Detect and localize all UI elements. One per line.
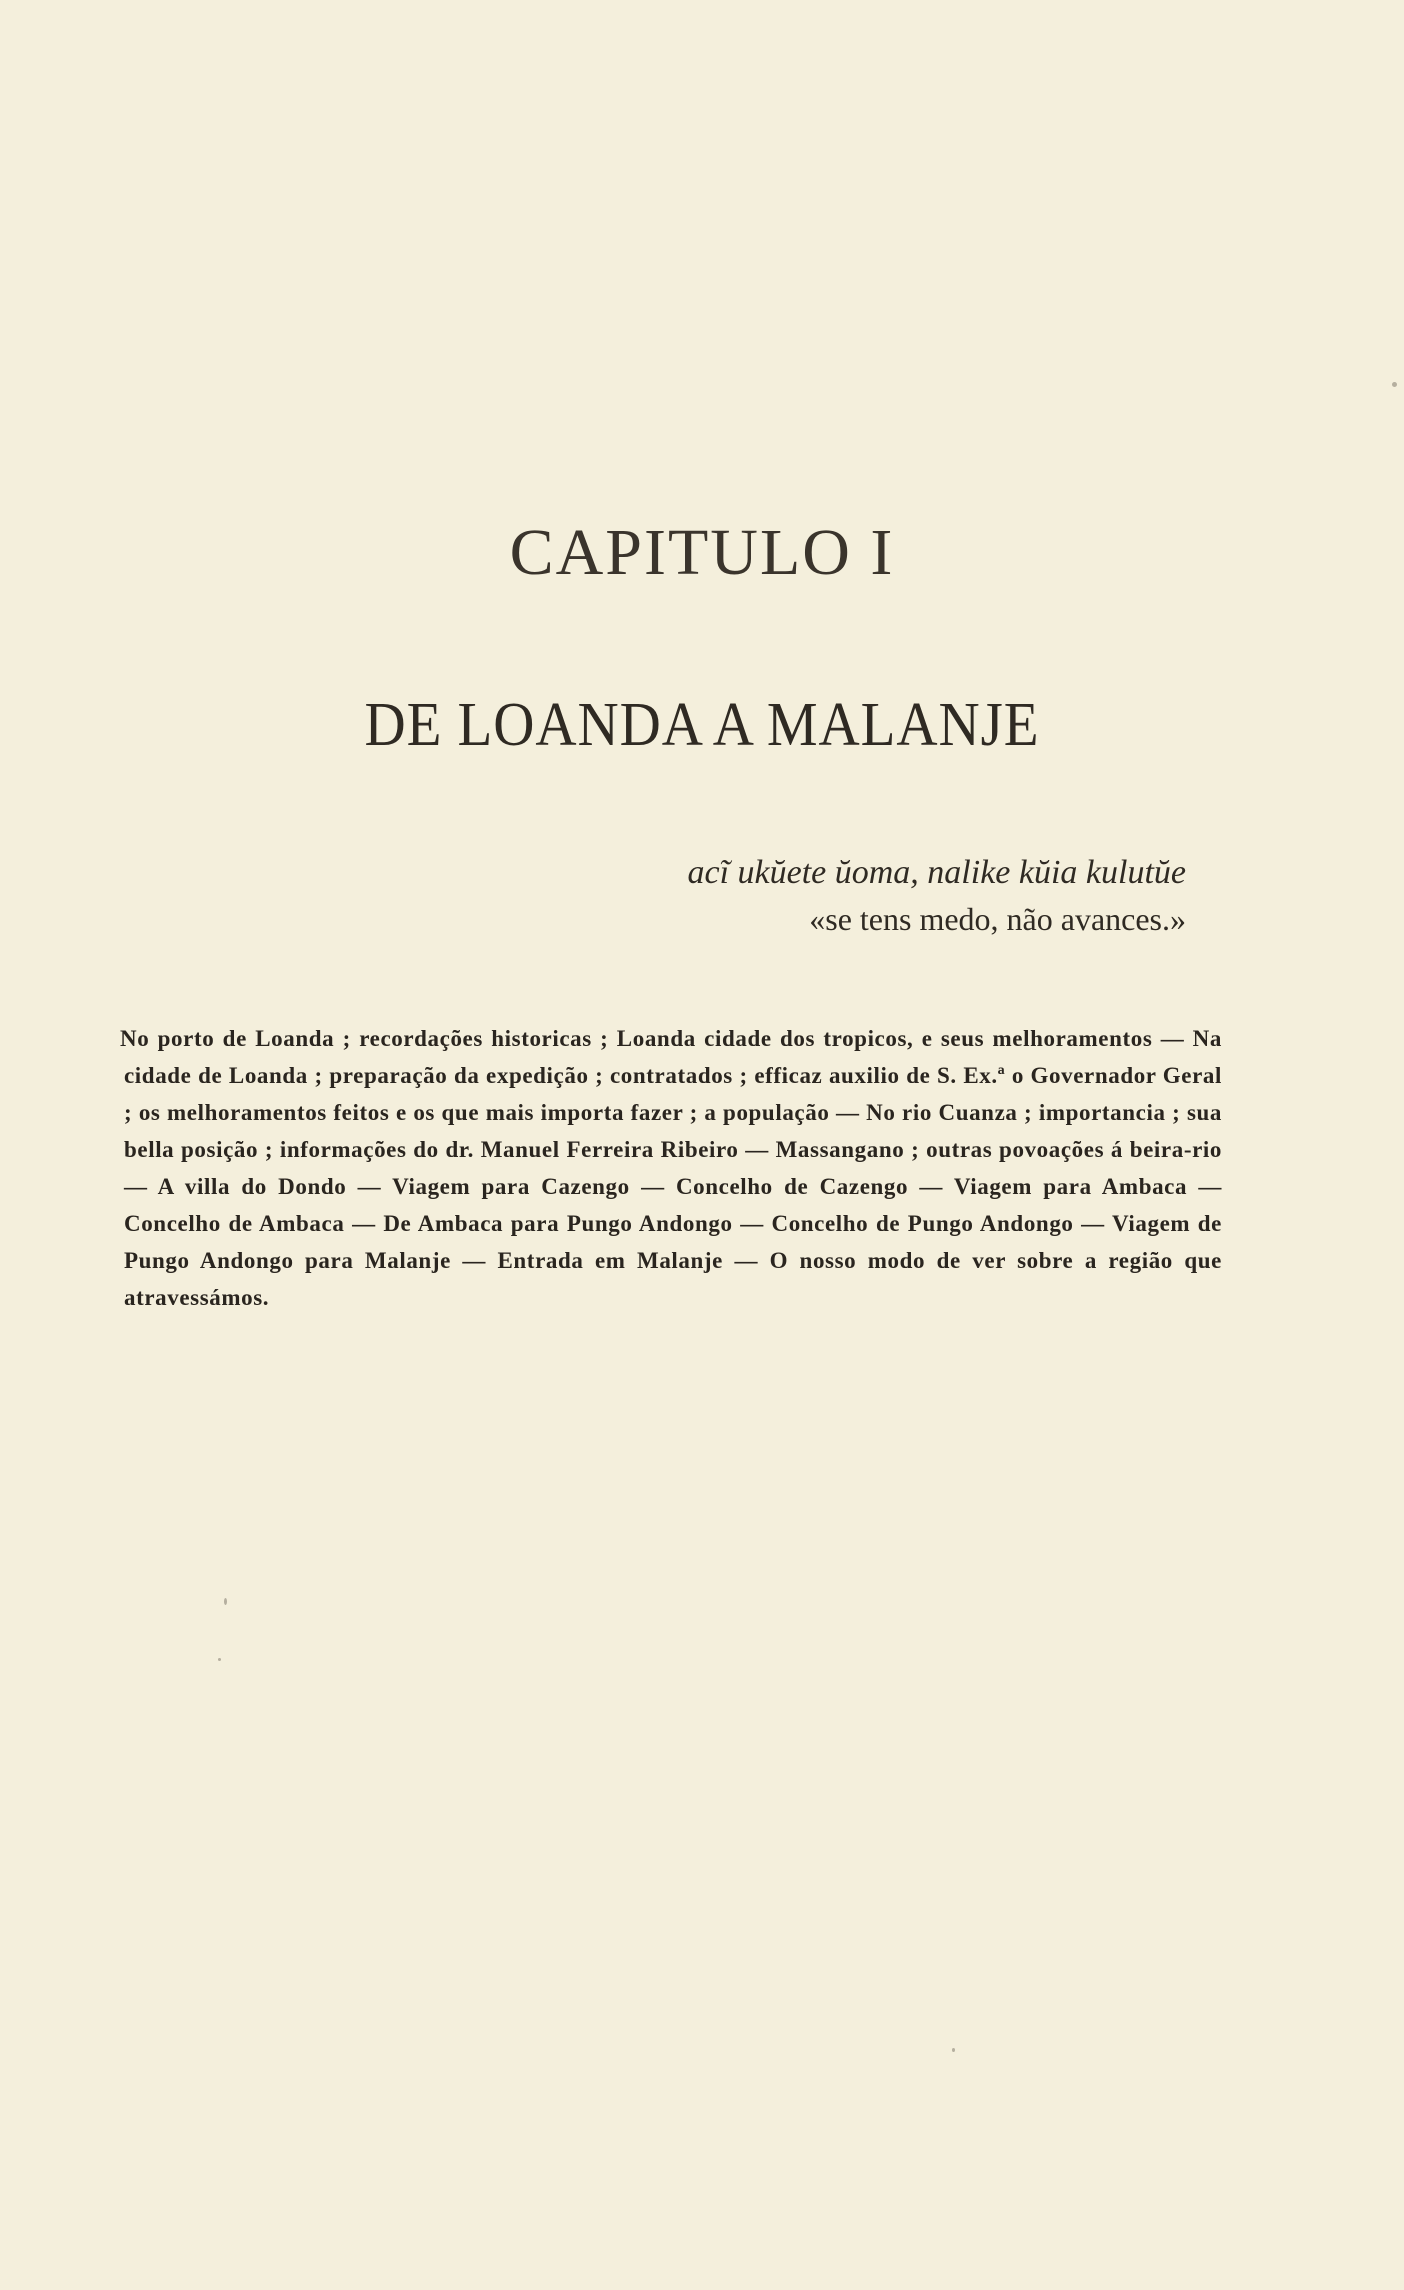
epigraph [688, 850, 1187, 942]
epigraph-original: acĩ ukŭete ŭoma, nalike kŭia kulutŭe [687, 854, 1186, 891]
paper-speck [952, 2048, 955, 2052]
chapter-number: CAPITULO I [509, 516, 895, 589]
chapter-title: DE LOANDA A MALANJE [364, 691, 1040, 759]
paper-speck [224, 1598, 227, 1605]
chapter-summary: No porto de Loanda ; recordações historicas ; Loanda cidade dos tropicos, e seus melhoramentos — Na cidade de Loanda ; preparação da expedição ; contratados ; efficaz auxilio de S. Ex.ª o Governador Geral ; os melhoramentos feitos e os que mais importa fazer ; a população — No rio Cuanza ; importancia ; sua bella posição ; informações do dr. Manuel Ferreira Ribeiro — Massangano ; outras povoações á beira-rio — A villa do Dondo — Viagem para Cazengo — Concelho de Cazengo — Viagem para Ambaca — Concelho de Ambaca — De Ambaca para Pungo Andongo — Concelho de Pungo Andongo — Viagem de Pungo Andongo para Malanje — Entrada em Malanje — O nosso modo de ver sobre a região que atravessámos. [120, 1026, 1222, 1310]
epigraph-translation: «se tens medo, não avances.» [809, 901, 1186, 937]
paper-speck [1392, 382, 1397, 387]
paper-speck [218, 1658, 221, 1661]
